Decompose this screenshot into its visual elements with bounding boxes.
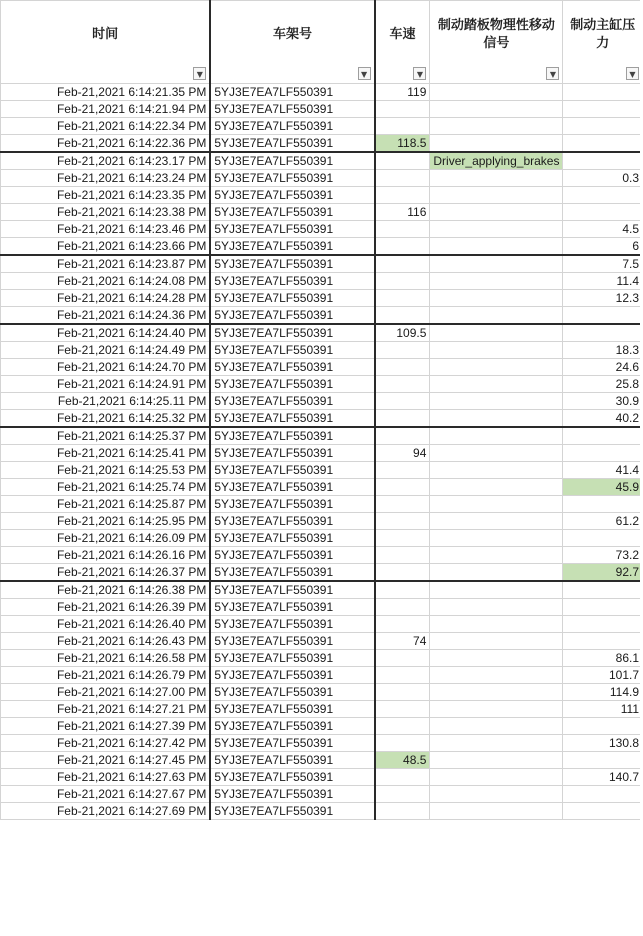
table-row <box>1 221 643 238</box>
table-row <box>1 393 643 410</box>
cell-time[interactable]: Feb-21,2021 6:14:27.45 PM <box>1 752 211 769</box>
cell-speed[interactable] <box>375 616 430 633</box>
header-pedal-signal-label: 制动踏板物理性移动信号 <box>437 18 555 51</box>
cell-speed[interactable]: 118.5 <box>375 135 430 153</box>
cell-speed[interactable] <box>375 599 430 616</box>
cell-pressure[interactable]: 45.9 <box>563 479 643 496</box>
table-row <box>1 152 643 170</box>
cell-speed[interactable] <box>375 479 430 496</box>
cell-time[interactable]: Feb-21,2021 6:14:24.40 PM <box>1 324 211 342</box>
cell-time[interactable]: Feb-21,2021 6:14:27.39 PM <box>1 718 211 735</box>
cell-time[interactable]: Feb-21,2021 6:14:24.28 PM <box>1 290 211 307</box>
table-row <box>1 324 643 342</box>
cell-pressure[interactable] <box>563 530 643 547</box>
cell-time[interactable]: Feb-21,2021 6:14:27.67 PM <box>1 786 211 803</box>
cell-pedal-signal[interactable] <box>430 324 563 342</box>
cell-time[interactable]: Feb-21,2021 6:14:25.87 PM <box>1 496 211 513</box>
cell-vin[interactable]: 5YJ3E7EA7LF550391 <box>210 359 374 376</box>
table-row <box>1 255 643 273</box>
cell-speed[interactable] <box>375 786 430 803</box>
cell-pressure[interactable] <box>563 118 643 135</box>
cell-vin[interactable]: 5YJ3E7EA7LF550391 <box>210 599 374 616</box>
cell-vin[interactable]: 5YJ3E7EA7LF550391 <box>210 324 374 342</box>
cell-speed[interactable] <box>375 581 430 599</box>
cell-speed[interactable] <box>375 273 430 290</box>
cell-speed[interactable] <box>375 564 430 582</box>
cell-pressure[interactable] <box>563 496 643 513</box>
table-row <box>1 84 643 101</box>
cell-time[interactable]: Feb-21,2021 6:14:21.94 PM <box>1 101 211 118</box>
cell-time[interactable]: Feb-21,2021 6:14:24.36 PM <box>1 307 211 325</box>
cell-speed[interactable] <box>375 650 430 667</box>
cell-pedal-signal[interactable] <box>430 667 563 684</box>
table-row <box>1 769 643 786</box>
table-row <box>1 513 643 530</box>
cell-time[interactable]: Feb-21,2021 6:14:27.00 PM <box>1 684 211 701</box>
header-row <box>1 1 643 84</box>
cell-vin[interactable]: 5YJ3E7EA7LF550391 <box>210 152 374 170</box>
table-row <box>1 479 643 496</box>
cell-vin[interactable]: 5YJ3E7EA7LF550391 <box>210 701 374 718</box>
filter-dropdown-icon[interactable]: ▼ <box>546 67 559 80</box>
cell-vin[interactable]: 5YJ3E7EA7LF550391 <box>210 650 374 667</box>
cell-time[interactable]: Feb-21,2021 6:14:23.35 PM <box>1 187 211 204</box>
cell-vin[interactable]: 5YJ3E7EA7LF550391 <box>210 513 374 530</box>
cell-time[interactable]: Feb-21,2021 6:14:23.66 PM <box>1 238 211 256</box>
cell-time[interactable]: Feb-21,2021 6:14:27.21 PM <box>1 701 211 718</box>
cell-vin[interactable]: 5YJ3E7EA7LF550391 <box>210 684 374 701</box>
cell-vin[interactable]: 5YJ3E7EA7LF550391 <box>210 769 374 786</box>
cell-pedal-signal[interactable] <box>430 530 563 547</box>
cell-time[interactable]: Feb-21,2021 6:14:27.42 PM <box>1 735 211 752</box>
cell-pedal-signal[interactable] <box>430 170 563 187</box>
table-row <box>1 445 643 462</box>
table-row <box>1 118 643 135</box>
cell-pedal-signal[interactable] <box>430 599 563 616</box>
cell-speed[interactable] <box>375 101 430 118</box>
table-row <box>1 376 643 393</box>
cell-pedal-signal[interactable] <box>430 462 563 479</box>
cell-pressure[interactable]: 92.7 <box>563 564 643 582</box>
cell-speed[interactable]: 94 <box>375 445 430 462</box>
cell-pedal-signal[interactable] <box>430 445 563 462</box>
table-row <box>1 290 643 307</box>
cell-pressure[interactable]: 86.1 <box>563 650 643 667</box>
cell-speed[interactable] <box>375 307 430 325</box>
cell-vin[interactable]: 5YJ3E7EA7LF550391 <box>210 496 374 513</box>
cell-pressure[interactable] <box>563 581 643 599</box>
cell-speed[interactable] <box>375 118 430 135</box>
cell-pedal-signal[interactable] <box>430 616 563 633</box>
cell-pressure[interactable] <box>563 718 643 735</box>
cell-pedal-signal[interactable] <box>430 684 563 701</box>
cell-time[interactable]: Feb-21,2021 6:14:21.35 PM <box>1 84 211 101</box>
table-row <box>1 786 643 803</box>
cell-speed[interactable] <box>375 513 430 530</box>
cell-time[interactable]: Feb-21,2021 6:14:26.16 PM <box>1 547 211 564</box>
cell-vin[interactable]: 5YJ3E7EA7LF550391 <box>210 735 374 752</box>
cell-speed[interactable] <box>375 187 430 204</box>
cell-time[interactable]: Feb-21,2021 6:14:24.91 PM <box>1 376 211 393</box>
cell-pressure[interactable]: 12.3 <box>563 290 643 307</box>
cell-speed[interactable] <box>375 462 430 479</box>
cell-speed[interactable] <box>375 547 430 564</box>
header-vin <box>210 1 374 84</box>
cell-vin[interactable]: 5YJ3E7EA7LF550391 <box>210 462 374 479</box>
cell-vin[interactable]: 5YJ3E7EA7LF550391 <box>210 547 374 564</box>
cell-time[interactable]: Feb-21,2021 6:14:25.11 PM <box>1 393 211 410</box>
cell-time[interactable]: Feb-21,2021 6:14:27.69 PM <box>1 803 211 820</box>
cell-vin[interactable]: 5YJ3E7EA7LF550391 <box>210 84 374 101</box>
cell-speed[interactable] <box>375 701 430 718</box>
cell-vin[interactable]: 5YJ3E7EA7LF550391 <box>210 342 374 359</box>
cell-pedal-signal[interactable] <box>430 427 563 445</box>
cell-pedal-signal[interactable] <box>430 735 563 752</box>
cell-speed[interactable] <box>375 735 430 752</box>
cell-pedal-signal[interactable] <box>430 359 563 376</box>
table-row <box>1 650 643 667</box>
table-row <box>1 803 643 820</box>
cell-pressure[interactable] <box>563 752 643 769</box>
cell-time[interactable]: Feb-21,2021 6:14:25.32 PM <box>1 410 211 428</box>
table-row <box>1 307 643 325</box>
cell-pressure[interactable] <box>563 803 643 820</box>
cell-time[interactable]: Feb-21,2021 6:14:22.36 PM <box>1 135 211 153</box>
cell-pressure[interactable]: 6 <box>563 238 643 256</box>
cell-pedal-signal[interactable] <box>430 255 563 273</box>
cell-pressure[interactable] <box>563 599 643 616</box>
cell-speed[interactable] <box>375 170 430 187</box>
cell-pressure[interactable] <box>563 616 643 633</box>
table-row <box>1 462 643 479</box>
table-row <box>1 410 643 428</box>
cell-pedal-signal[interactable] <box>430 342 563 359</box>
table-row <box>1 599 643 616</box>
cell-pedal-signal[interactable] <box>430 479 563 496</box>
cell-pressure[interactable]: 18.3 <box>563 342 643 359</box>
table-row <box>1 633 643 650</box>
table-row <box>1 547 643 564</box>
cell-speed[interactable]: 109.5 <box>375 324 430 342</box>
cell-time[interactable]: Feb-21,2021 6:14:26.09 PM <box>1 530 211 547</box>
cell-pressure[interactable]: 101.7 <box>563 667 643 684</box>
cell-speed[interactable] <box>375 667 430 684</box>
filter-dropdown-icon[interactable]: ▼ <box>413 67 426 80</box>
cell-pedal-signal[interactable] <box>430 376 563 393</box>
cell-pressure[interactable] <box>563 427 643 445</box>
cell-pressure[interactable] <box>563 84 643 101</box>
cell-pedal-signal[interactable] <box>430 581 563 599</box>
cell-speed[interactable] <box>375 718 430 735</box>
cell-pressure[interactable] <box>563 152 643 170</box>
cell-vin[interactable]: 5YJ3E7EA7LF550391 <box>210 410 374 428</box>
filter-dropdown-icon[interactable]: ▼ <box>626 67 639 80</box>
cell-pedal-signal[interactable] <box>430 135 563 153</box>
cell-speed[interactable] <box>375 290 430 307</box>
cell-pedal-signal[interactable] <box>430 118 563 135</box>
cell-vin[interactable]: 5YJ3E7EA7LF550391 <box>210 307 374 325</box>
cell-speed[interactable] <box>375 152 430 170</box>
cell-time[interactable]: Feb-21,2021 6:14:26.40 PM <box>1 616 211 633</box>
cell-speed[interactable] <box>375 342 430 359</box>
cell-pressure[interactable]: 0.3 <box>563 170 643 187</box>
cell-pressure[interactable]: 114.9 <box>563 684 643 701</box>
cell-vin[interactable]: 5YJ3E7EA7LF550391 <box>210 170 374 187</box>
cell-vin[interactable]: 5YJ3E7EA7LF550391 <box>210 530 374 547</box>
cell-pressure[interactable]: 4.5 <box>563 221 643 238</box>
cell-pressure[interactable]: 24.6 <box>563 359 643 376</box>
cell-pedal-signal[interactable] <box>430 769 563 786</box>
cell-time[interactable]: Feb-21,2021 6:14:25.74 PM <box>1 479 211 496</box>
table-row <box>1 616 643 633</box>
cell-time[interactable]: Feb-21,2021 6:14:26.58 PM <box>1 650 211 667</box>
cell-pressure[interactable]: 73.2 <box>563 547 643 564</box>
cell-vin[interactable]: 5YJ3E7EA7LF550391 <box>210 803 374 820</box>
table-row <box>1 701 643 718</box>
cell-pressure[interactable] <box>563 135 643 153</box>
cell-vin[interactable]: 5YJ3E7EA7LF550391 <box>210 445 374 462</box>
filter-dropdown-icon[interactable]: ▼ <box>193 67 206 80</box>
cell-pedal-signal[interactable] <box>430 410 563 428</box>
cell-vin[interactable]: 5YJ3E7EA7LF550391 <box>210 718 374 735</box>
cell-speed[interactable] <box>375 410 430 428</box>
cell-pressure[interactable]: 25.8 <box>563 376 643 393</box>
cell-pedal-signal[interactable] <box>430 803 563 820</box>
cell-time[interactable]: Feb-21,2021 6:14:23.38 PM <box>1 204 211 221</box>
cell-pressure[interactable]: 140.7 <box>563 769 643 786</box>
table-row <box>1 718 643 735</box>
table-row <box>1 581 643 599</box>
cell-pedal-signal[interactable] <box>430 513 563 530</box>
cell-pedal-signal[interactable] <box>430 204 563 221</box>
table-row <box>1 204 643 221</box>
cell-speed[interactable]: 48.5 <box>375 752 430 769</box>
cell-time[interactable]: Feb-21,2021 6:14:24.49 PM <box>1 342 211 359</box>
table-row <box>1 564 643 582</box>
cell-vin[interactable]: 5YJ3E7EA7LF550391 <box>210 135 374 153</box>
cell-vin[interactable]: 5YJ3E7EA7LF550391 <box>210 752 374 769</box>
cell-speed[interactable] <box>375 238 430 256</box>
cell-time[interactable]: Feb-21,2021 6:14:22.34 PM <box>1 118 211 135</box>
cell-pedal-signal[interactable] <box>430 564 563 582</box>
cell-vin[interactable]: 5YJ3E7EA7LF550391 <box>210 187 374 204</box>
header-speed <box>375 1 430 84</box>
cell-vin[interactable]: 5YJ3E7EA7LF550391 <box>210 427 374 445</box>
cell-pressure[interactable]: 41.4 <box>563 462 643 479</box>
cell-vin[interactable]: 5YJ3E7EA7LF550391 <box>210 667 374 684</box>
cell-vin[interactable]: 5YJ3E7EA7LF550391 <box>210 238 374 256</box>
cell-speed[interactable] <box>375 427 430 445</box>
cell-vin[interactable]: 5YJ3E7EA7LF550391 <box>210 290 374 307</box>
table-body <box>1 84 643 820</box>
cell-time[interactable]: Feb-21,2021 6:14:23.87 PM <box>1 255 211 273</box>
cell-speed[interactable] <box>375 496 430 513</box>
header-pressure-label: 制动主缸压力 <box>570 18 636 51</box>
cell-pressure[interactable] <box>563 187 643 204</box>
cell-vin[interactable]: 5YJ3E7EA7LF550391 <box>210 255 374 273</box>
cell-vin[interactable]: 5YJ3E7EA7LF550391 <box>210 786 374 803</box>
cell-pedal-signal[interactable] <box>430 718 563 735</box>
cell-speed[interactable] <box>375 530 430 547</box>
cell-pedal-signal[interactable] <box>430 701 563 718</box>
cell-pressure[interactable] <box>563 445 643 462</box>
cell-pressure[interactable]: 7.5 <box>563 255 643 273</box>
table-row <box>1 359 643 376</box>
cell-pedal-signal[interactable] <box>430 650 563 667</box>
cell-pedal-signal[interactable] <box>430 307 563 325</box>
table-row <box>1 187 643 204</box>
header-time <box>1 1 211 84</box>
cell-pressure[interactable] <box>563 633 643 650</box>
cell-vin[interactable]: 5YJ3E7EA7LF550391 <box>210 633 374 650</box>
cell-pedal-signal[interactable] <box>430 273 563 290</box>
cell-speed[interactable] <box>375 769 430 786</box>
cell-pressure[interactable] <box>563 324 643 342</box>
cell-vin[interactable]: 5YJ3E7EA7LF550391 <box>210 564 374 582</box>
cell-vin[interactable]: 5YJ3E7EA7LF550391 <box>210 376 374 393</box>
cell-pressure[interactable]: 30.9 <box>563 393 643 410</box>
cell-vin[interactable]: 5YJ3E7EA7LF550391 <box>210 616 374 633</box>
filter-dropdown-icon[interactable]: ▼ <box>358 67 371 80</box>
cell-time[interactable]: Feb-21,2021 6:14:25.37 PM <box>1 427 211 445</box>
cell-vin[interactable]: 5YJ3E7EA7LF550391 <box>210 393 374 410</box>
cell-pedal-signal[interactable] <box>430 221 563 238</box>
cell-speed[interactable] <box>375 221 430 238</box>
cell-speed[interactable] <box>375 803 430 820</box>
cell-vin[interactable]: 5YJ3E7EA7LF550391 <box>210 273 374 290</box>
cell-vin[interactable]: 5YJ3E7EA7LF550391 <box>210 118 374 135</box>
cell-pedal-signal[interactable] <box>430 547 563 564</box>
cell-time[interactable]: Feb-21,2021 6:14:26.43 PM <box>1 633 211 650</box>
cell-pressure[interactable]: 11.4 <box>563 273 643 290</box>
cell-pressure[interactable] <box>563 307 643 325</box>
cell-time[interactable]: Feb-21,2021 6:14:23.17 PM <box>1 152 211 170</box>
cell-speed[interactable]: 116 <box>375 204 430 221</box>
table-row <box>1 273 643 290</box>
cell-pedal-signal[interactable] <box>430 496 563 513</box>
cell-time[interactable]: Feb-21,2021 6:14:25.53 PM <box>1 462 211 479</box>
cell-speed[interactable] <box>375 359 430 376</box>
table-row <box>1 101 643 118</box>
table-row <box>1 342 643 359</box>
cell-vin[interactable]: 5YJ3E7EA7LF550391 <box>210 581 374 599</box>
cell-pedal-signal[interactable] <box>430 84 563 101</box>
table-row <box>1 735 643 752</box>
cell-time[interactable]: Feb-21,2021 6:14:24.08 PM <box>1 273 211 290</box>
cell-pedal-signal[interactable] <box>430 290 563 307</box>
cell-time[interactable]: Feb-21,2021 6:14:24.70 PM <box>1 359 211 376</box>
cell-vin[interactable]: 5YJ3E7EA7LF550391 <box>210 221 374 238</box>
table-row <box>1 684 643 701</box>
cell-time[interactable]: Feb-21,2021 6:14:26.39 PM <box>1 599 211 616</box>
table-row <box>1 135 643 153</box>
cell-pedal-signal[interactable] <box>430 752 563 769</box>
cell-vin[interactable]: 5YJ3E7EA7LF550391 <box>210 101 374 118</box>
cell-time[interactable]: Feb-21,2021 6:14:25.95 PM <box>1 513 211 530</box>
cell-time[interactable]: Feb-21,2021 6:14:23.24 PM <box>1 170 211 187</box>
cell-pedal-signal[interactable] <box>430 101 563 118</box>
header-pressure <box>563 1 643 84</box>
cell-pressure[interactable]: 40.2 <box>563 410 643 428</box>
cell-pedal-signal[interactable] <box>430 393 563 410</box>
table-row <box>1 667 643 684</box>
cell-pressure[interactable]: 111 <box>563 701 643 718</box>
cell-time[interactable]: Feb-21,2021 6:14:26.37 PM <box>1 564 211 582</box>
cell-pedal-signal[interactable] <box>430 786 563 803</box>
cell-speed[interactable] <box>375 393 430 410</box>
table-row <box>1 530 643 547</box>
cell-time[interactable]: Feb-21,2021 6:14:26.38 PM <box>1 581 211 599</box>
cell-speed[interactable]: 119 <box>375 84 430 101</box>
cell-time[interactable]: Feb-21,2021 6:14:25.41 PM <box>1 445 211 462</box>
cell-speed[interactable] <box>375 376 430 393</box>
header-speed-label: 车速 <box>389 27 416 42</box>
cell-pressure[interactable] <box>563 786 643 803</box>
table-row <box>1 427 643 445</box>
cell-time[interactable]: Feb-21,2021 6:14:27.63 PM <box>1 769 211 786</box>
table-row <box>1 238 643 256</box>
header-pedal-signal <box>430 1 563 84</box>
table-row <box>1 496 643 513</box>
cell-time[interactable]: Feb-21,2021 6:14:23.46 PM <box>1 221 211 238</box>
cell-vin[interactable]: 5YJ3E7EA7LF550391 <box>210 479 374 496</box>
cell-speed[interactable] <box>375 255 430 273</box>
cell-pressure[interactable]: 61.2 <box>563 513 643 530</box>
cell-pedal-signal[interactable] <box>430 238 563 256</box>
table-row <box>1 170 643 187</box>
cell-pressure[interactable] <box>563 204 643 221</box>
cell-pressure[interactable] <box>563 101 643 118</box>
table-row <box>1 752 643 769</box>
cell-pedal-signal[interactable] <box>430 187 563 204</box>
cell-speed[interactable] <box>375 684 430 701</box>
cell-pedal-signal[interactable]: Driver_applying_brakes <box>430 152 563 170</box>
header-time-label: 时间 <box>92 27 119 42</box>
cell-speed[interactable]: 74 <box>375 633 430 650</box>
cell-time[interactable]: Feb-21,2021 6:14:26.79 PM <box>1 667 211 684</box>
cell-pressure[interactable]: 130.8 <box>563 735 643 752</box>
cell-pedal-signal[interactable] <box>430 633 563 650</box>
cell-vin[interactable]: 5YJ3E7EA7LF550391 <box>210 204 374 221</box>
header-vin-label: 车架号 <box>272 27 312 42</box>
